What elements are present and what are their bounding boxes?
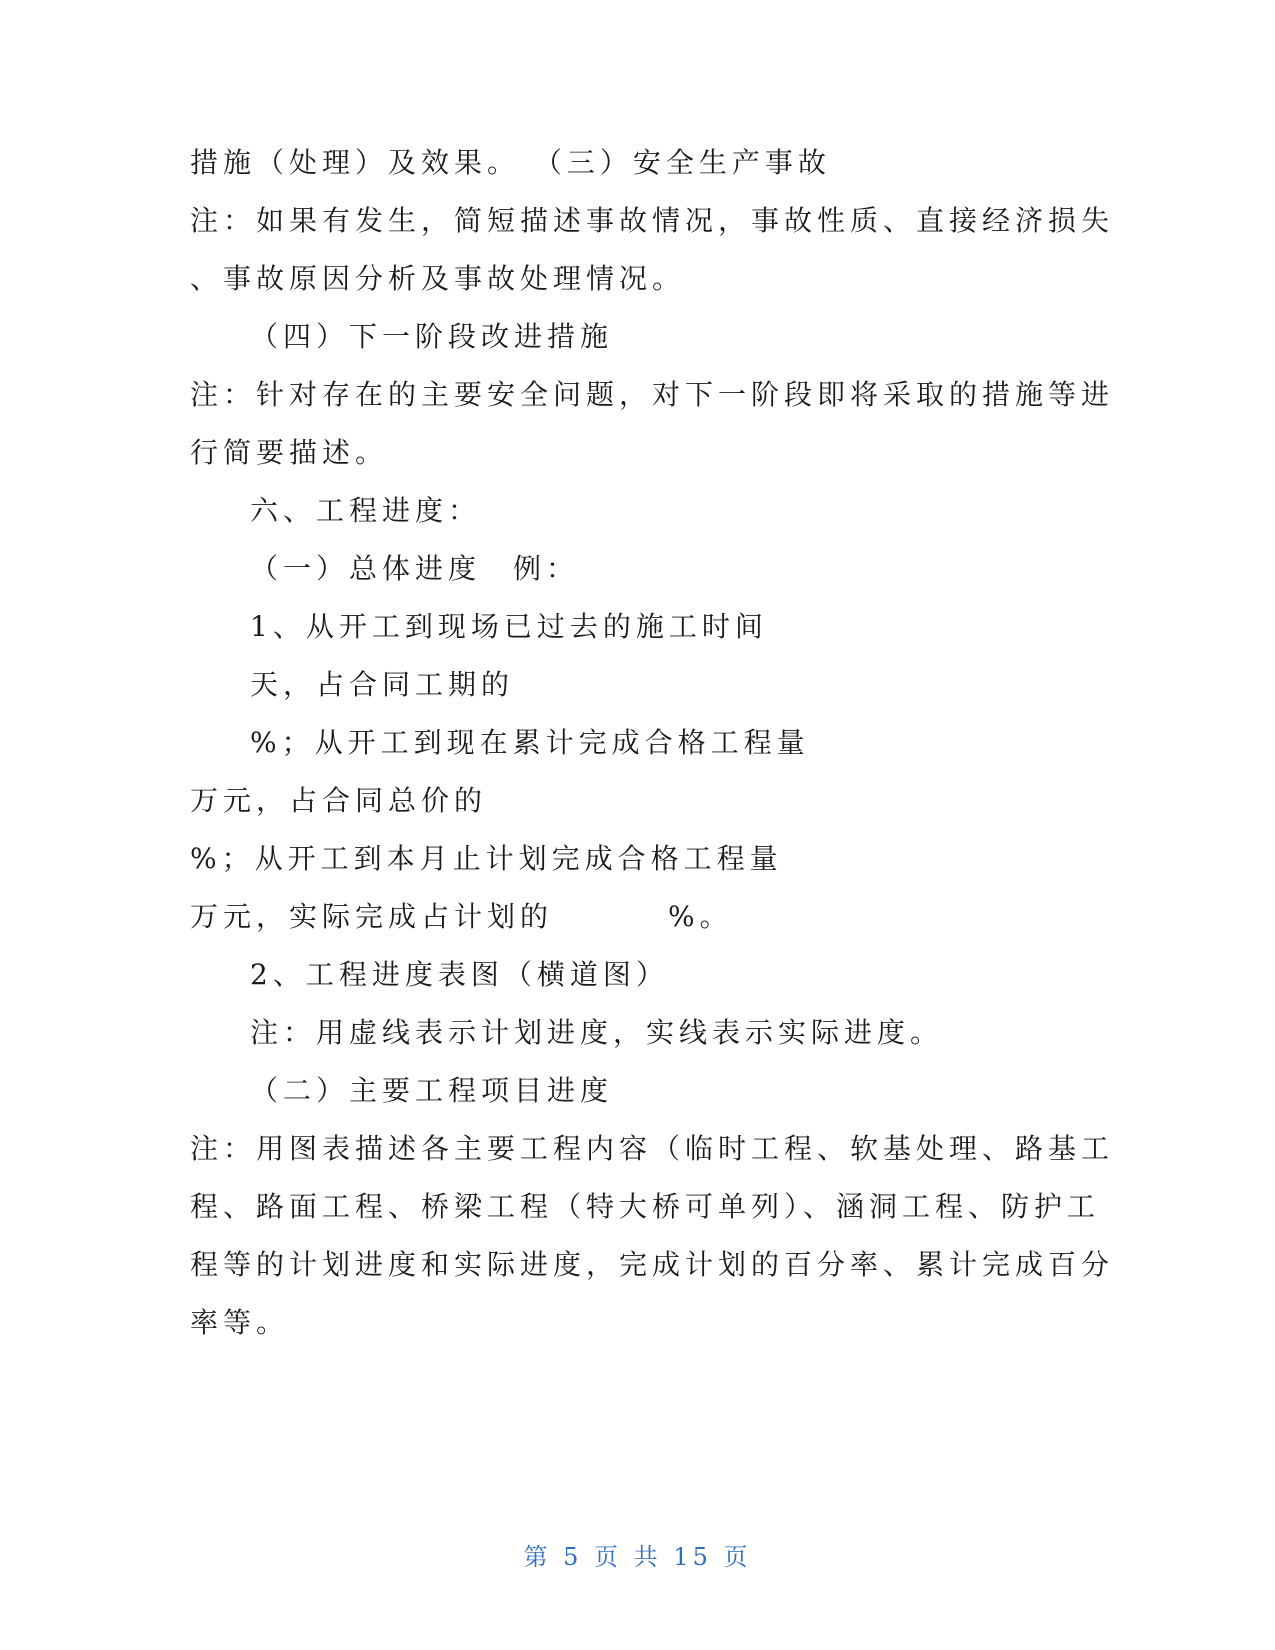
- text-line: [190, 899, 733, 935]
- text-line: 1、从开工到现场已过去的施工时间: [250, 610, 768, 643]
- section-heading: （四）下一阶段改进措施: [250, 320, 614, 353]
- text-line: 天，占合同工期的: [250, 668, 515, 701]
- subsection-heading: （二）主要工程项目进度: [250, 1074, 614, 1107]
- text-line: 措施（处理）及效果。 （三）安全生产事故: [190, 146, 831, 179]
- text-line: 程、路面工程、桥梁工程（特大桥可单列）、涵洞工程、防护工: [190, 1190, 1101, 1223]
- text-line: 行简要描述。: [190, 436, 389, 469]
- text-line: 注：如果有发生，简短描述事故情况，事故性质、直接经济损失: [190, 204, 1115, 237]
- text-segment: 万元，实际完成占计划的: [190, 900, 554, 933]
- text-line: 注：用图表描述各主要工程内容（临时工程、软基处理、路基工: [190, 1132, 1115, 1165]
- text-line: 程等的计划进度和实际进度，完成计划的百分率、累计完成百分: [190, 1248, 1115, 1281]
- text-line: 万元，占合同总价的: [190, 784, 488, 817]
- subsection-heading: （一）总体进度: [250, 552, 482, 585]
- text-line: 2、工程进度表图（横道图）: [250, 958, 669, 991]
- text-line: %；从开工到现在累计完成合格工程量: [250, 726, 810, 759]
- text-line: 、事故原因分析及事故处理情况。: [190, 262, 686, 295]
- text-segment: %。: [668, 900, 733, 933]
- page-number-footer: 第 5 页 共 15 页: [523, 1543, 752, 1571]
- example-label: 例：: [513, 552, 580, 585]
- section-heading: 六、工程进度：: [250, 494, 482, 527]
- text-line: [250, 551, 579, 587]
- text-line: 注：针对存在的主要安全问题，对下一阶段即将采取的措施等进: [190, 378, 1115, 411]
- text-line: %；从开工到本月止计划完成合格工程量: [190, 842, 783, 875]
- text-line: 注：用虚线表示计划进度，实线表示实际进度。: [250, 1016, 944, 1049]
- text-line: 率等。: [190, 1306, 290, 1339]
